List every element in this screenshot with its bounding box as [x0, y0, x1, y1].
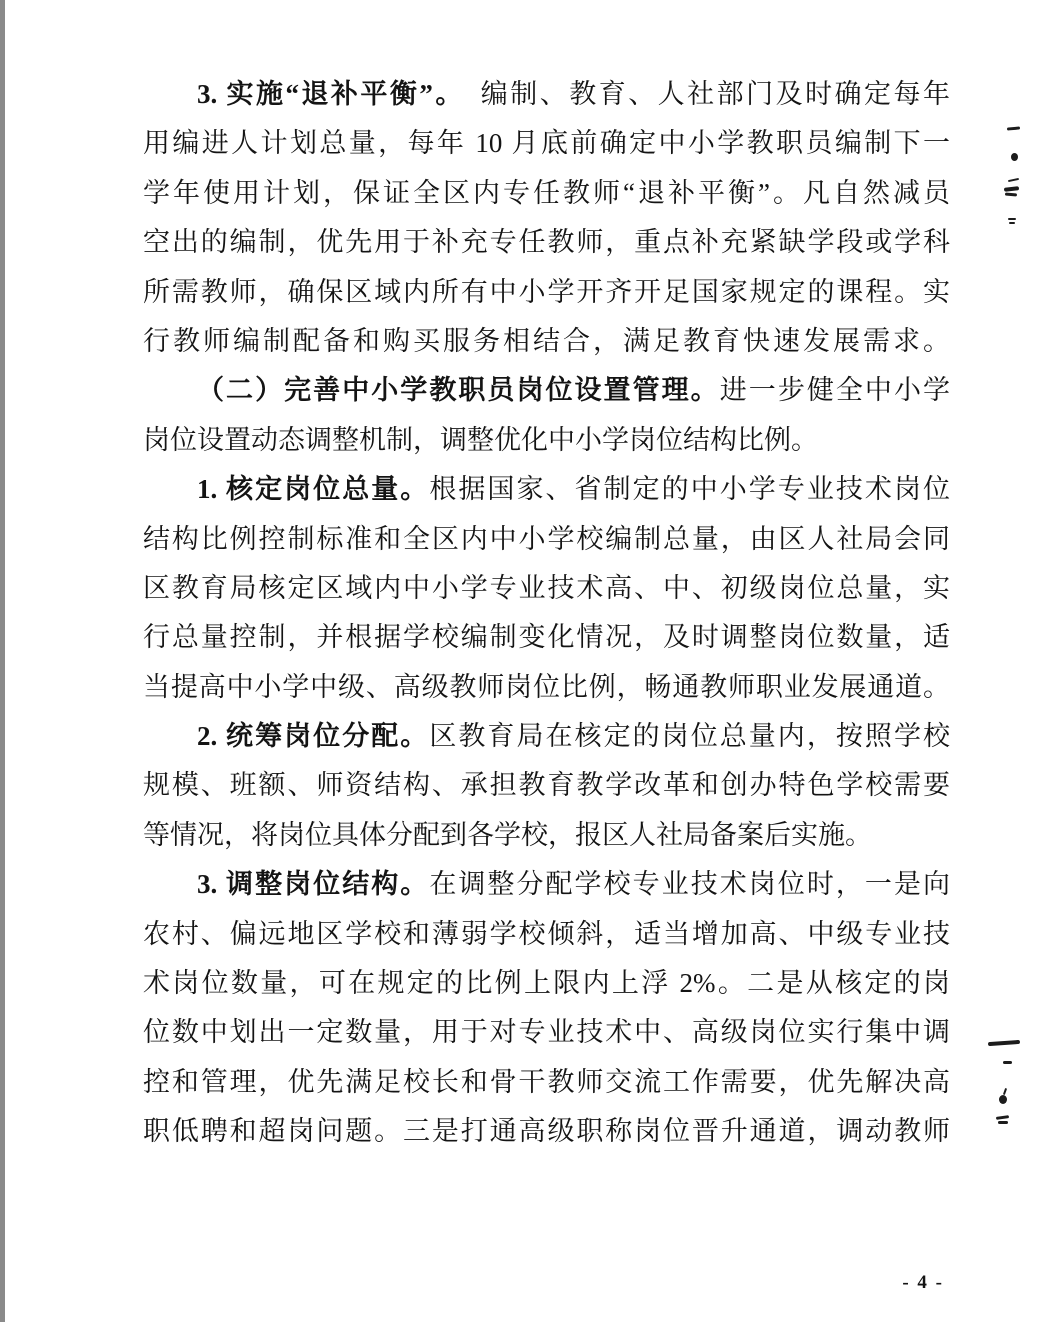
text-run: 行教师编制配备和购买服务相结合，满足教育快速发展需求。: [143, 325, 950, 356]
heading-run: 3. 调整岗位结构。: [197, 869, 430, 900]
ink-mark: [996, 1115, 1009, 1120]
ink-mark: [998, 1121, 1008, 1124]
text-line: [143, 910, 950, 959]
text-run: 位数中划出一定数量，用于对专业技术中、高级岗位实行集中调: [143, 1017, 950, 1048]
ink-mark: [1003, 1088, 1007, 1095]
text-line: [143, 515, 950, 564]
page-number: - 4 -: [902, 1272, 944, 1293]
text-run: 农村、偏远地区学校和薄弱学校倾斜，适当增加高、中级专业技: [143, 918, 950, 949]
text-line: [143, 564, 950, 613]
text-run: 职低聘和超岗问题。三是打通高级职称岗位晋升通道，调动教师: [143, 1116, 950, 1147]
text-line: [143, 613, 950, 662]
text-line: [143, 1058, 950, 1107]
text-line: [143, 465, 950, 514]
scan-edge-strip: [0, 0, 5, 1322]
text-line: [143, 416, 950, 465]
text-run: 区教育局在核定的岗位总量内，按照学校: [429, 721, 950, 752]
text-run: 编制、教育、人社部门及时确定每年: [451, 79, 950, 109]
text-run: 等情况，将岗位具体分配到各学校，报区人社局备案后实施。: [143, 819, 872, 850]
ink-mark: [1007, 126, 1020, 130]
ink-mark: [1003, 1061, 1012, 1064]
text-run: 区教育局核定区域内中小学专业技术高、中、初级岗位总量，实: [143, 572, 950, 603]
ink-mark: [988, 1040, 1020, 1046]
text-line: [143, 169, 950, 218]
document-body: [143, 70, 950, 1157]
ink-mark: [1009, 222, 1015, 224]
text-run: 学年使用计划，保证全区内专任教师“退补平衡”。凡自然减员: [143, 177, 950, 208]
text-line: [143, 366, 950, 415]
heading-run: （二）完善中小学教职员岗位设置管理。: [197, 375, 720, 406]
text-run: 结构比例控制标准和全区内中小学校编制总量，由区人社局会同: [143, 523, 950, 554]
text-run: 用编进人计划总量，每年 10 月底前确定中小学教职员编制下一: [143, 128, 950, 159]
text-run: 岗位设置动态调整机制，调整优化中小学岗位结构比例。: [143, 424, 818, 455]
text-line: [143, 860, 950, 909]
text-line: [143, 1008, 950, 1057]
text-run: 行总量控制，并根据学校编制变化情况，及时调整岗位数量，适: [143, 622, 950, 653]
text-run: 在调整分配学校专业技术岗位时，一是向: [429, 869, 950, 900]
text-run: 空出的编制，优先用于补充专任教师，重点补充紧缺学段或学科: [143, 227, 950, 258]
ink-mark: [1008, 178, 1019, 182]
heading-run: 1. 核定岗位总量。: [197, 474, 430, 505]
text-line: [143, 811, 950, 860]
text-line: [143, 317, 950, 366]
text-run: 所需教师，确保区域内所有中小学开齐开足国家规定的课程。实: [143, 276, 950, 307]
ink-mark: [1008, 218, 1016, 220]
text-run: 术岗位数量，可在规定的比例上限内上浮 2%。二是从核定的岗: [143, 968, 950, 999]
text-line: [143, 119, 950, 168]
heading-run: 3. 实施“退补平衡”。: [197, 79, 452, 109]
text-line: [143, 70, 950, 119]
heading-run: 2. 统筹岗位分配。: [197, 721, 430, 752]
ink-mark: [999, 1095, 1007, 1104]
text-run: 根据国家、省制定的中小学专业技术岗位: [429, 474, 950, 505]
ink-mark: [1005, 192, 1017, 196]
text-run: 当提高中小学中级、高级教师岗位比例，畅通教师职业发展通道。: [143, 671, 950, 702]
text-line: [143, 268, 950, 317]
text-run: 进一步健全中小学: [719, 375, 950, 406]
ink-mark: [1004, 186, 1019, 192]
text-line: [143, 959, 950, 1008]
text-run: 控和管理，优先满足校长和骨干教师交流工作需要，优先解决高: [143, 1066, 950, 1097]
text-line: [143, 761, 950, 810]
text-line: [143, 712, 950, 761]
text-line: [143, 663, 950, 712]
text-line: [143, 1107, 950, 1156]
text-line: [143, 218, 950, 267]
ink-mark: [1011, 153, 1018, 161]
text-run: 规模、班额、师资结构、承担教育教学改革和创办特色学校需要: [143, 770, 950, 801]
